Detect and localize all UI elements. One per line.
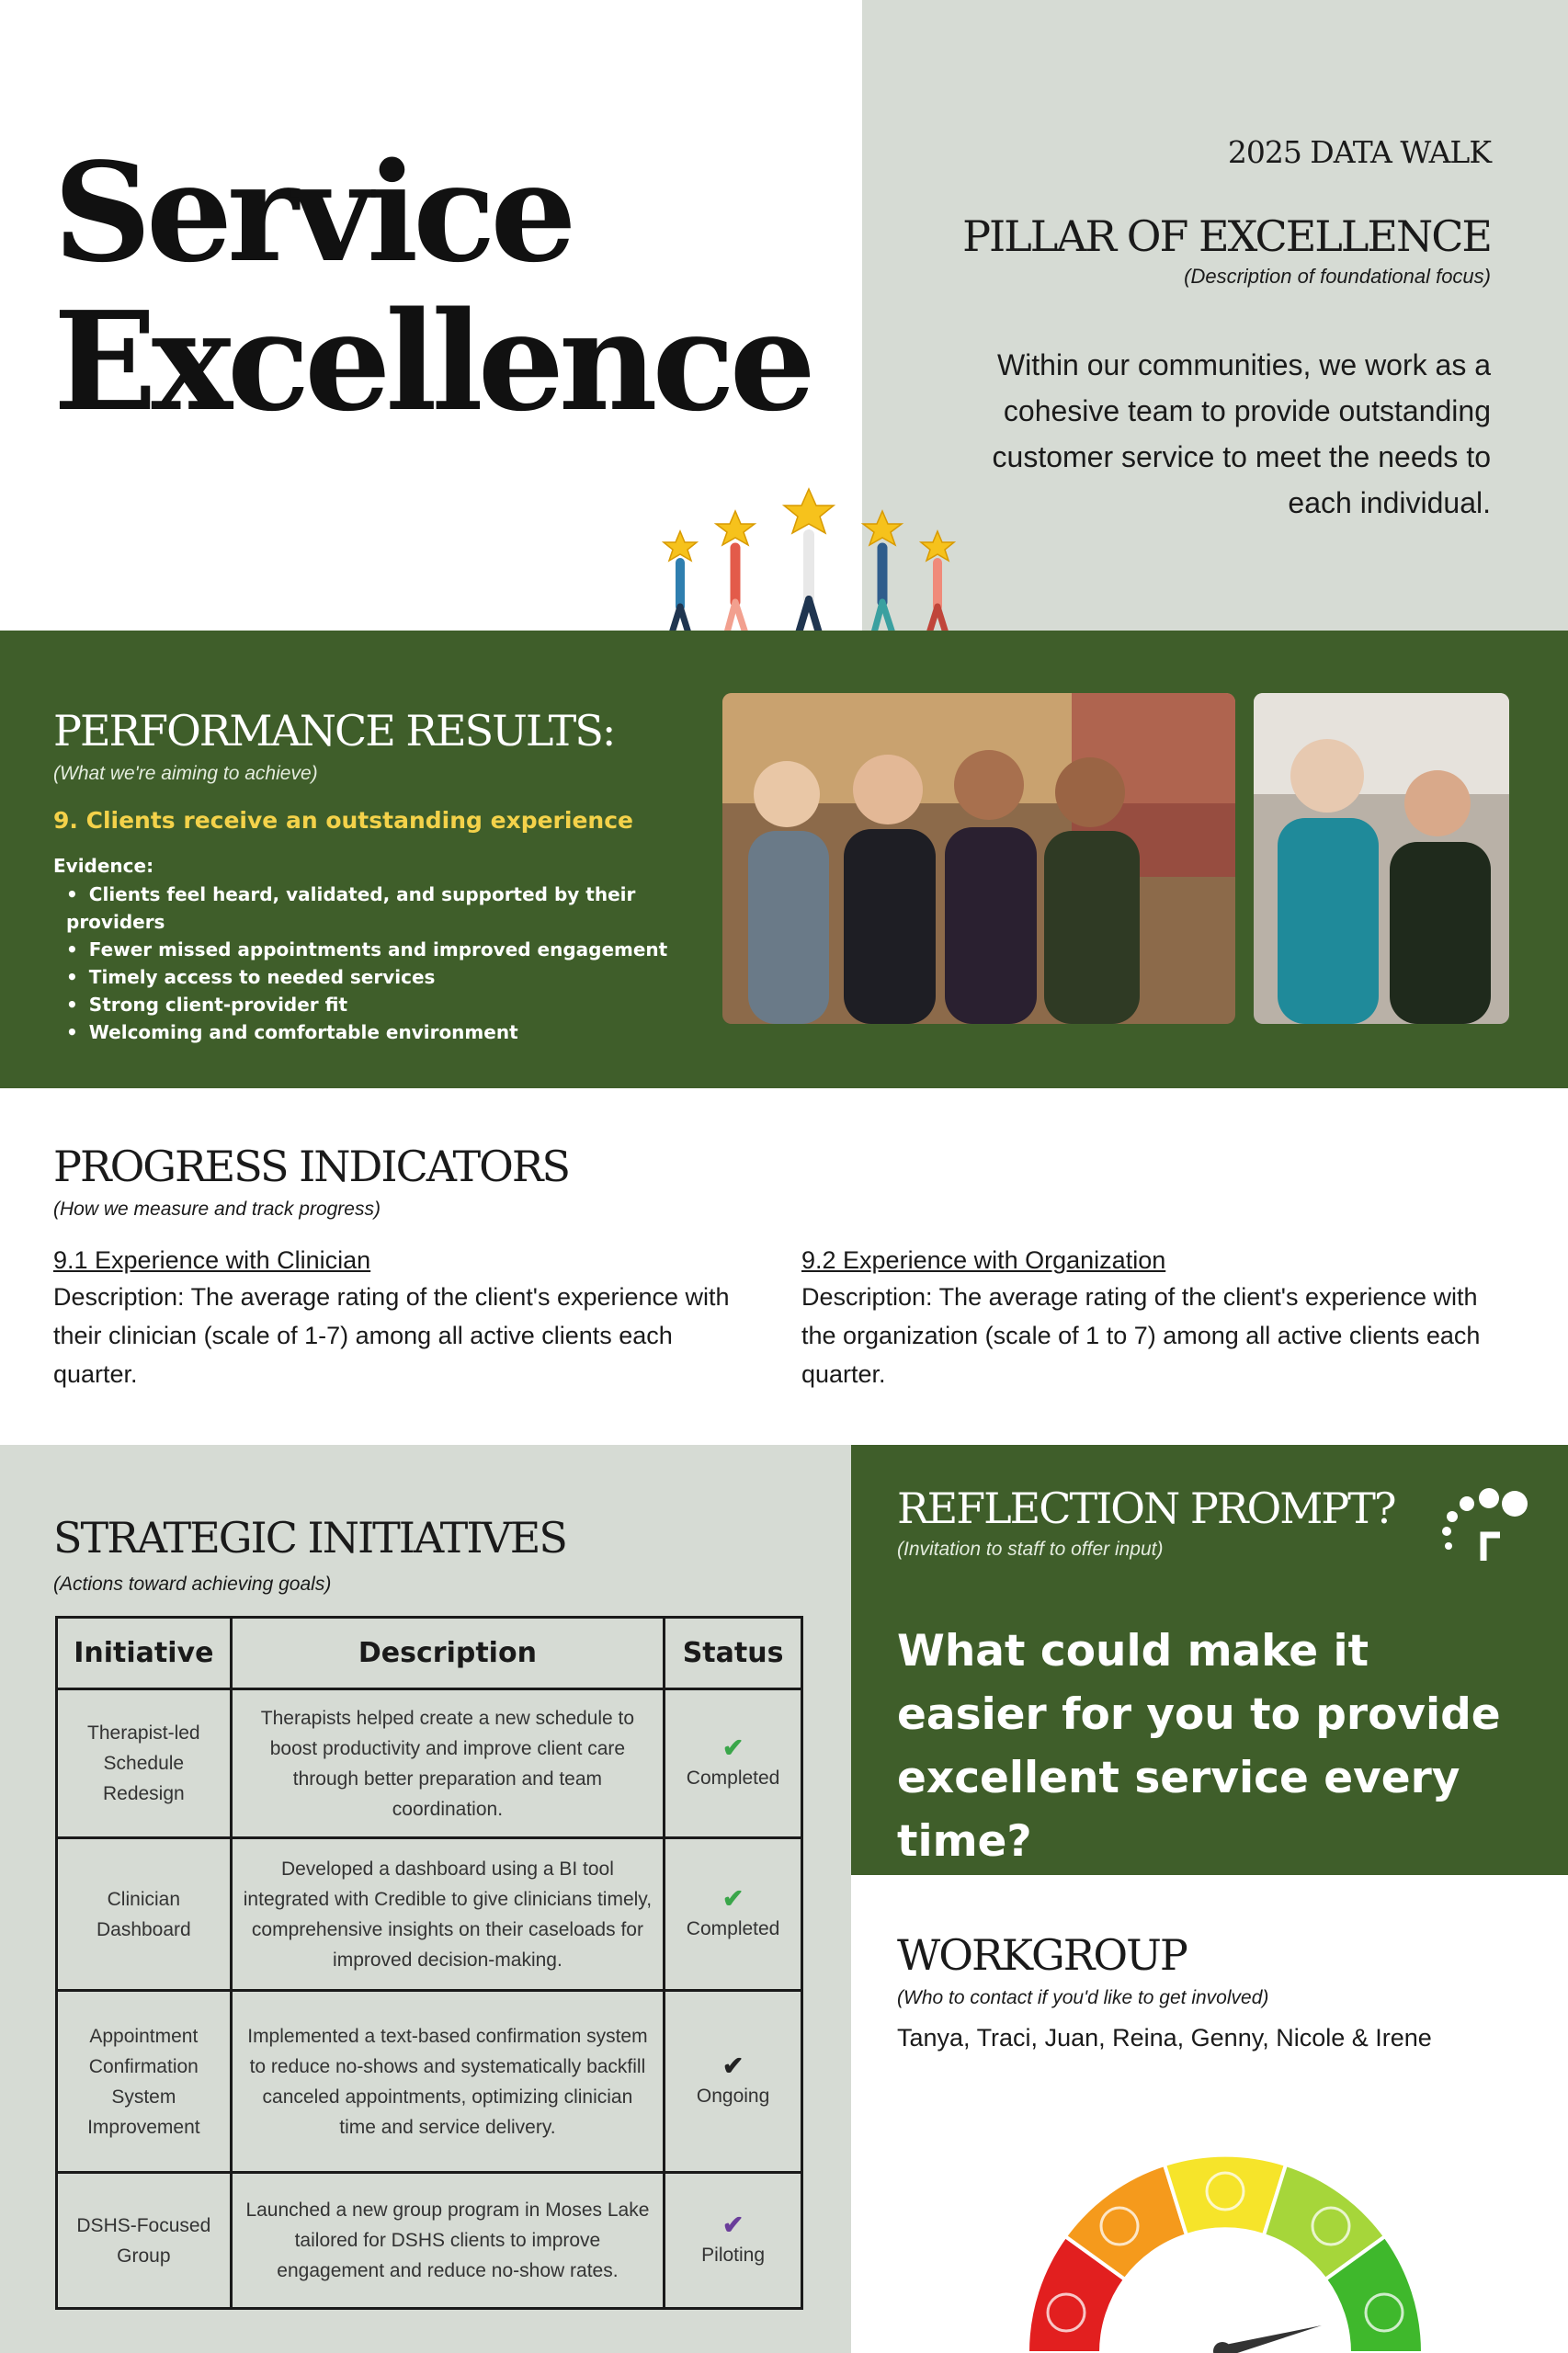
description-cell: Therapists helped create a new schedule to boost productivity and improve client care through better preparation and team coordination. <box>231 1689 665 1838</box>
table-row <box>57 1689 802 1838</box>
table-header-row <box>57 1618 802 1689</box>
checkmark-icon: ✔ <box>722 2052 744 2080</box>
checkmark-icon: ✔ <box>722 1884 744 1913</box>
initiatives-table <box>55 1616 803 2310</box>
workgroup-names: Tanya, Traci, Juan, Reina, Genny, Nicole & Irene <box>897 2024 1432 2052</box>
status-cell <box>665 1689 802 1838</box>
data-walk-label: 2025 DATA WALK <box>1227 134 1491 170</box>
evidence-label: Evidence: <box>53 855 154 877</box>
status-label: Ongoing <box>696 2086 770 2107</box>
evidence-item: • Timely access to needed services <box>66 963 710 991</box>
column-header-status: Status <box>665 1618 802 1689</box>
description-cell: Developed a dashboard using a BI tool integrated with Credible to give clinicians timely, comprehensive insights on their caseloads for improved decision-making. <box>231 1838 665 1991</box>
satisfaction-gauge-illustration <box>1018 2129 1432 2353</box>
team-group-photo <box>722 693 1235 1024</box>
team-pair-photo <box>1254 693 1509 1024</box>
initiative-cell: DSHS-Focused Group <box>57 2173 232 2309</box>
description-cell: Implemented a text-based confirmation system to reduce no-shows and systematically backfill canceled appointments, optimizing clinician time and service delivery. <box>231 1991 665 2173</box>
status-label: Completed <box>686 1768 780 1789</box>
table-row <box>57 1838 802 1991</box>
column-header-description: Description <box>231 1618 665 1689</box>
reflection-subheading: (Invitation to staff to offer input) <box>897 1539 1164 1560</box>
pillar-heading: PILLAR OF EXCELLENCE <box>962 211 1491 261</box>
evidence-item: • Clients feel heard, validated, and supported by their providers <box>66 881 710 936</box>
checkmark-icon: ✔ <box>722 2211 744 2239</box>
progress-heading: PROGRESS INDICATORS <box>53 1142 570 1191</box>
initiative-cell: Appointment Confirmation System Improvement <box>57 1991 232 2173</box>
gauge-needle <box>1213 2325 1322 2353</box>
progress-subheading: (How we measure and track progress) <box>53 1199 381 1220</box>
initiatives-heading: STRATEGIC INITIATIVES <box>53 1513 566 1563</box>
reflection-question: What could make it easier for you to provide excellent service every time? <box>897 1626 1501 1867</box>
dots-icon <box>1434 1483 1535 1566</box>
initiatives-subheading: (Actions toward achieving goals) <box>53 1574 332 1595</box>
performance-heading: PERFORMANCE RESULTS: <box>53 706 615 756</box>
page-title-line-1: Service <box>53 132 572 292</box>
evidence-list <box>66 881 710 1046</box>
indicator-title: 9.1 Experience with Clinician <box>53 1246 371 1274</box>
status-cell <box>665 1838 802 1991</box>
person-figures <box>671 535 947 636</box>
evidence-item: • Fewer missed appointments and improved engagement <box>66 936 710 963</box>
pillar-description: Within our communities, we work as a cohesive team to provide outstanding customer service to meet the needs to each individual. <box>992 348 1491 519</box>
indicator-title: 9.2 Experience with Organization <box>801 1246 1166 1274</box>
gauge-segments <box>1028 2155 1423 2353</box>
initiative-cell: Clinician Dashboard <box>57 1838 232 1991</box>
page-title-line-2: Excellence <box>53 281 811 441</box>
indicator-description: Description: The average rating of the client's experience with the organization (scale of 1 to 7) among all active clients each quarter. <box>801 1283 1481 1388</box>
indicator-description: Description: The average rating of the client's experience with their clinician (scale of 1-7) among all active clients each quarter. <box>53 1283 730 1388</box>
status-cell <box>665 1991 802 2173</box>
evidence-item: • Strong client-provider fit <box>66 991 710 1018</box>
workgroup-subheading: (Who to contact if you'd like to get involved) <box>897 1987 1269 2008</box>
performance-goal: 9. Clients receive an outstanding experience <box>53 807 633 834</box>
workgroup-heading: WORKGROUP <box>897 1930 1187 1980</box>
performance-subheading: (What we're aiming to achieve) <box>53 763 318 784</box>
reflection-heading: REFLECTION PROMPT? <box>897 1483 1395 1533</box>
status-label: Completed <box>686 1918 780 1939</box>
pillar-subheading: (Description of foundational focus) <box>1184 265 1491 288</box>
checkmark-icon: ✔ <box>722 1733 744 1762</box>
people-holding-stars-illustration <box>634 478 983 653</box>
table-row <box>57 2173 802 2309</box>
status-label: Piloting <box>701 2245 766 2266</box>
description-cell: Launched a new group program in Moses Lake tailored for DSHS clients to improve engagement and reduce no-show rates. <box>231 2173 665 2309</box>
column-header-initiative: Initiative <box>57 1618 232 1689</box>
initiative-cell: Therapist-led Schedule Redesign <box>57 1689 232 1838</box>
table-row <box>57 1991 802 2173</box>
status-cell <box>665 2173 802 2309</box>
evidence-item: • Welcoming and comfortable environment <box>66 1018 710 1046</box>
